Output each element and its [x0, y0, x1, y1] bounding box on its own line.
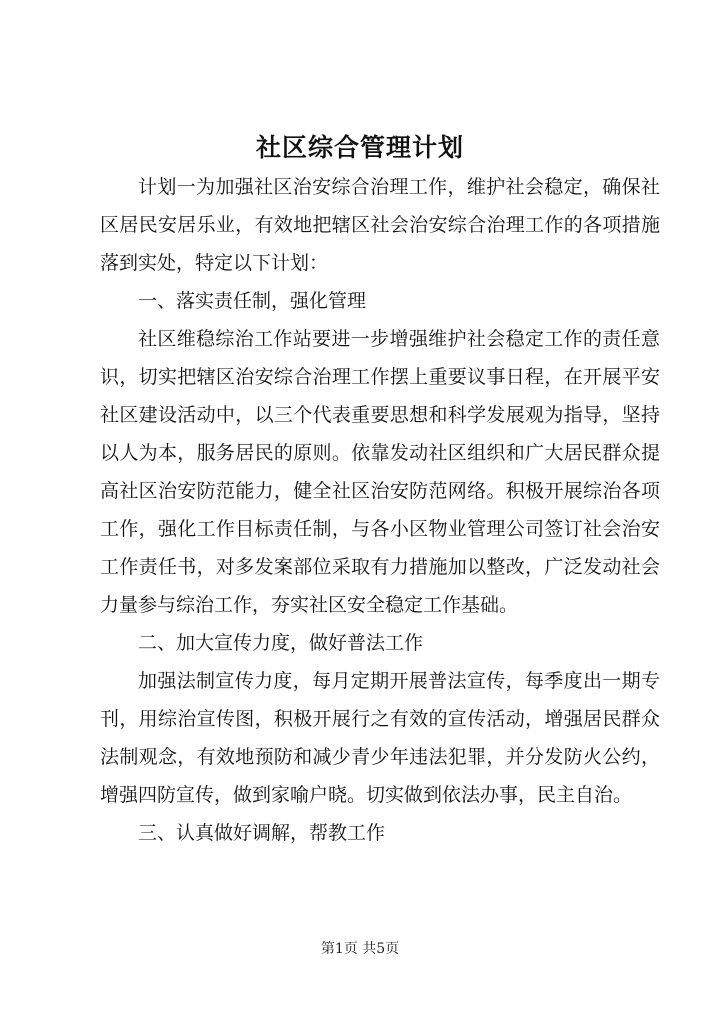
page-title: 社区综合管理计划	[255, 133, 464, 162]
section-heading-3: 三、认真做好调解，帮教工作	[138, 822, 386, 844]
section-heading-2: 二、加大宣传力度，做好普法工作	[138, 632, 424, 654]
document-body	[100, 168, 660, 852]
section-paragraph-1: 社区维稳综治工作站要进一步增强维护社会稳定工作的责任意识，切实把辖区治安综合治理工作摆上重要议事日程，在开展平安社区建设活动中，以三个代表重要思想和科学发展观为指导，坚持以人为本，服务居民的原则。依靠发动社区组织和广大居民群众提高社区治安防范能力，健全社区治安防范网络。积极开展综治各项工作，强化工作目标责任制，与各小区物业管理公司签订社会治安工作责任书，对多发案部位采取有力措施加以整改，广泛发动社会力量参与综治工作，夯实社区安全稳定工作基础。	[100, 328, 660, 616]
section-heading-1: 一、落实责任制，强化管理	[138, 290, 367, 312]
intro-paragraph: 计划一为加强社区治安综合治理工作，维护社会稳定，确保社区居民安居乐业，有效地把辖区社会治安综合治理工作的各项措施落到实处，特定以下计划：	[100, 176, 660, 274]
section-paragraph-2: 加强法制宣传力度，每月定期开展普法宣传，每季度出一期专刊，用综治宣传图，积极开展行之有效的宣传活动，增强居民群众法制观念，有效地预防和减少青少年违法犯罪，并分发防火公约，增强四防宣传，做到家喻户晓。切实做到依法办事，民主自治。	[100, 670, 660, 806]
page-footer: 第1页 共5页	[320, 941, 400, 957]
